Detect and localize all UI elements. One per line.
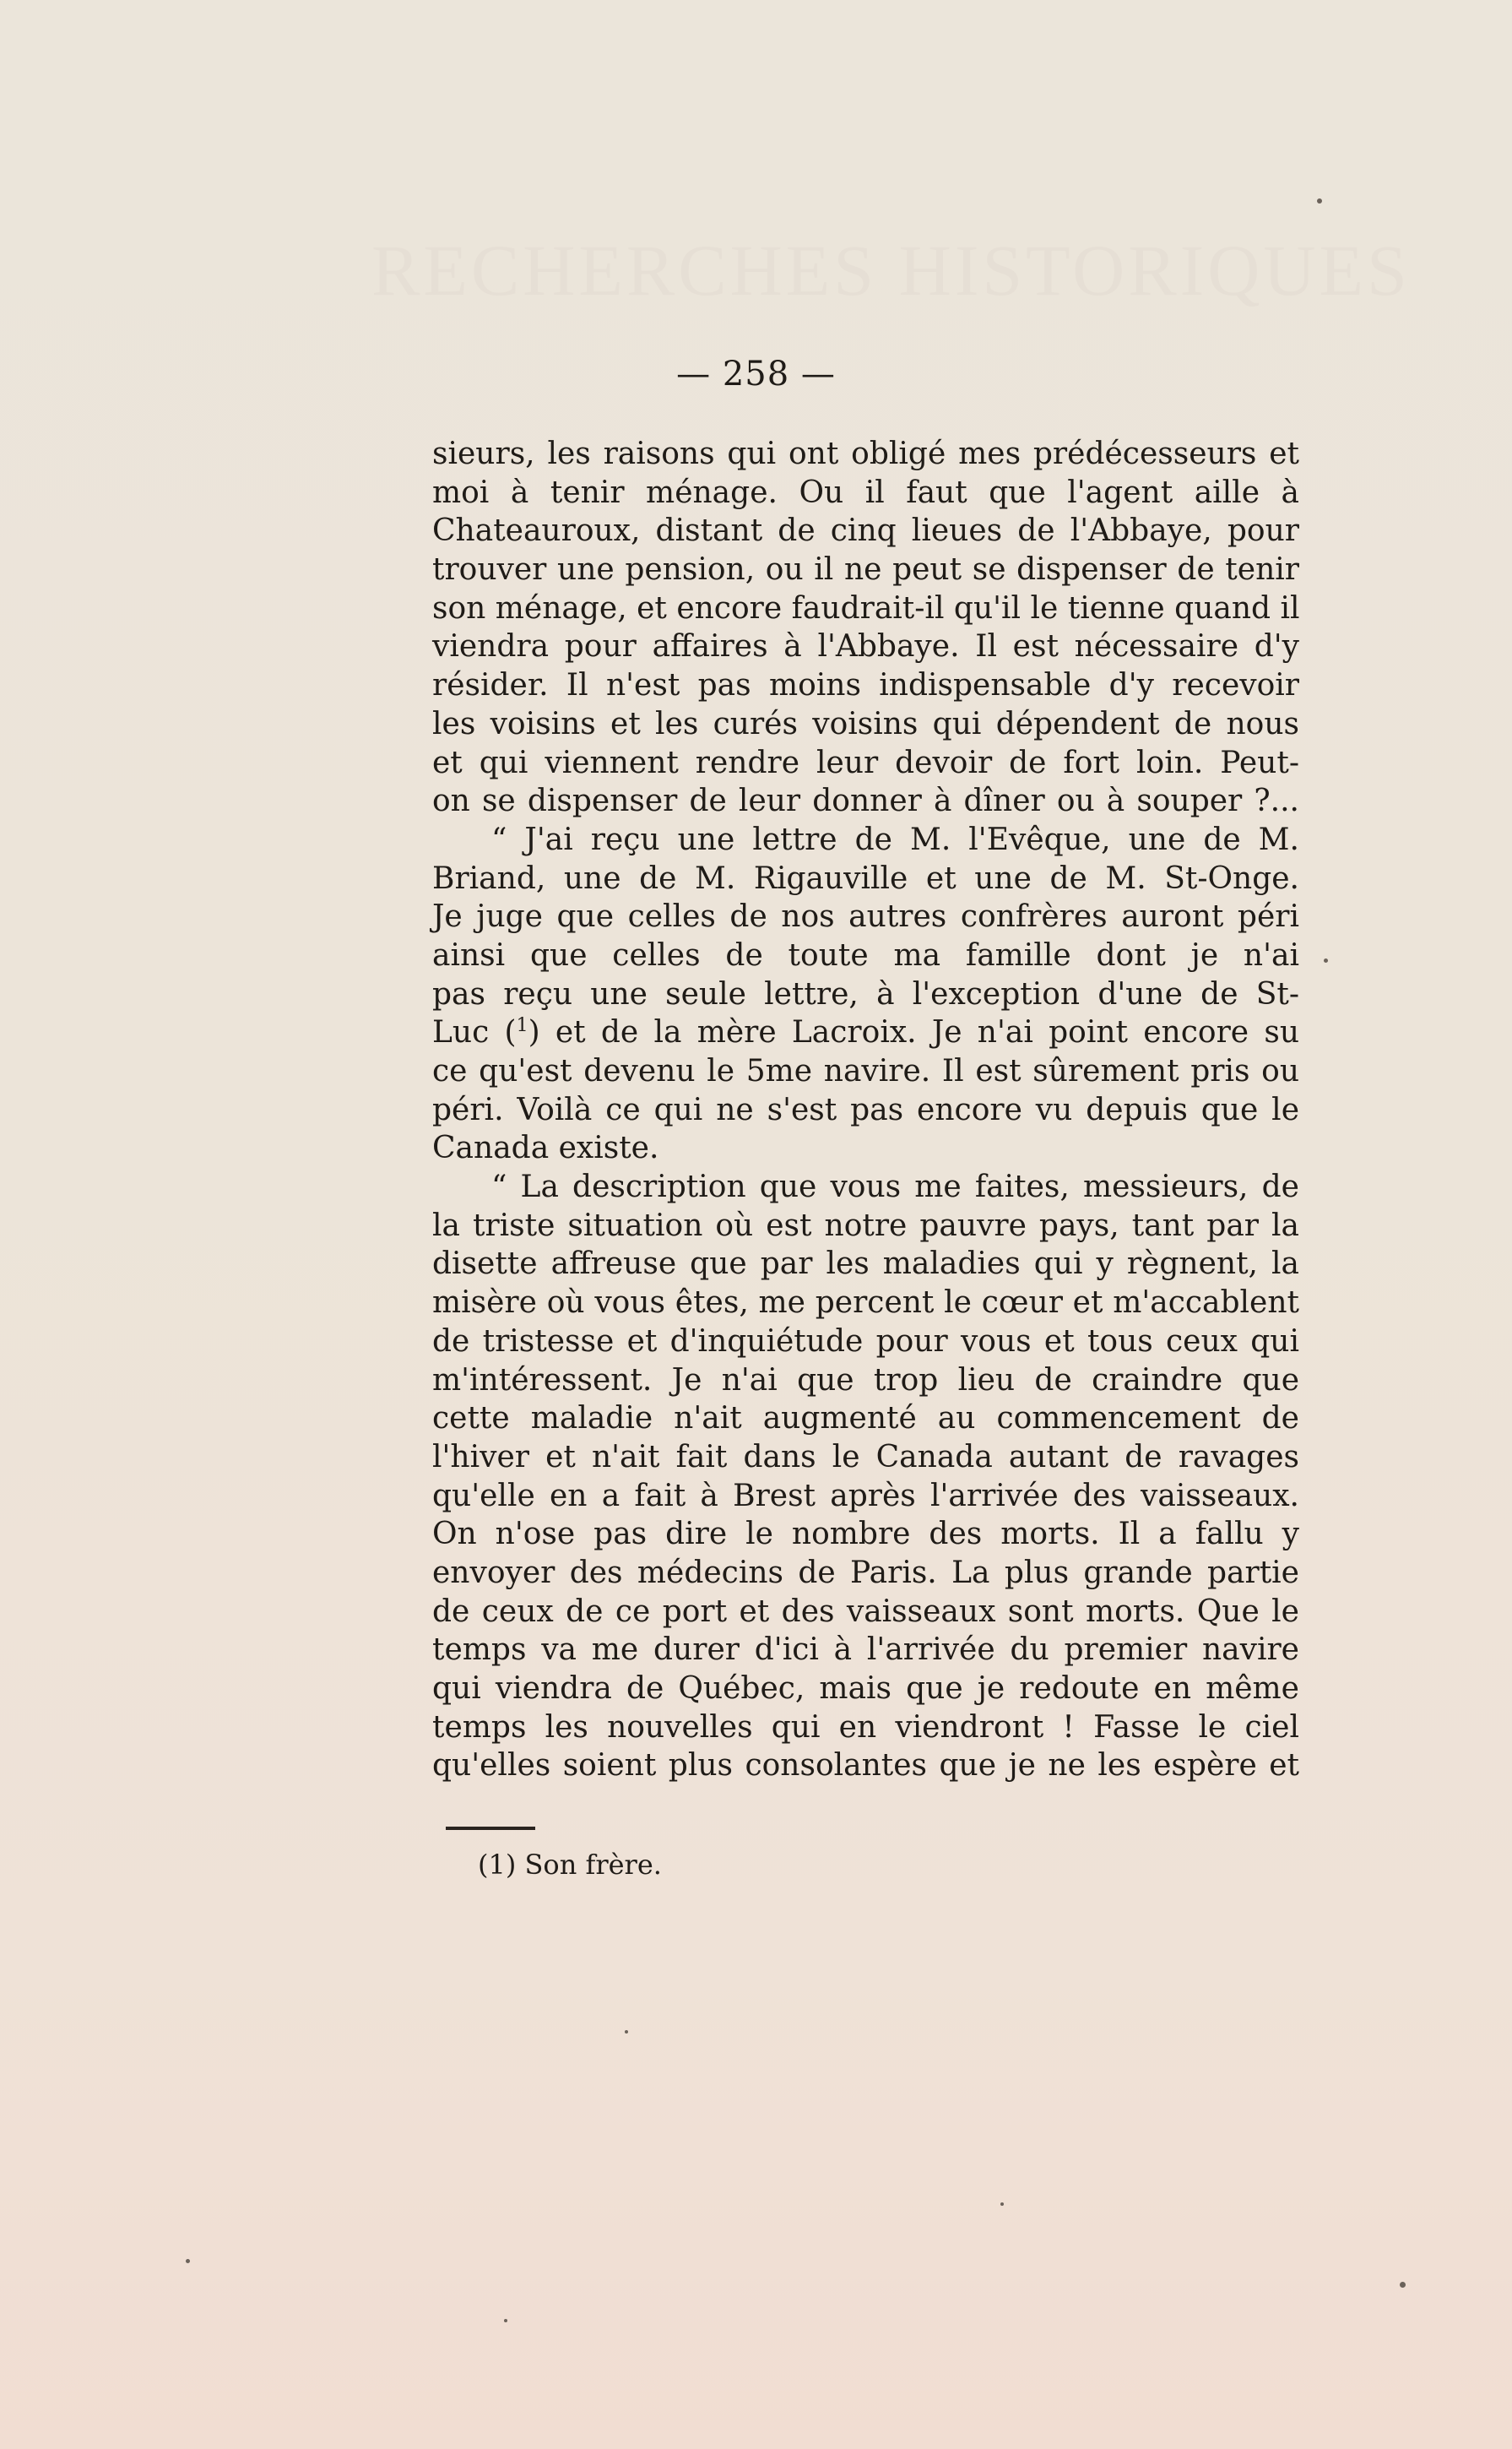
text-line: on se dispenser de leur donner à dîner ou à souper ?... [432, 784, 1299, 819]
text-line: qu'elles soient plus consolantes que je ne les espère et [432, 1748, 1299, 1784]
paper-speck [186, 2259, 190, 2263]
text-line: pas reçu une seule lettre, à l'exception d'une de St- [432, 976, 1299, 1012]
text-line: “ J'ai reçu une lettre de M. l'Evêque, une de M. [491, 822, 1299, 857]
text-line: On n'ose pas dire le nombre des morts. Il a fallu y [432, 1517, 1299, 1552]
text-line: de tristesse et d'inquiétude pour vous et tous ceux qui [432, 1323, 1299, 1359]
paper-speck [1324, 958, 1328, 963]
text-line: Canada existe. [432, 1131, 659, 1166]
text-line: moi à tenir ménage. Ou il faut que l'agent aille à [432, 475, 1299, 510]
footnote: (1) Son frère. [478, 1849, 662, 1881]
text-line: et qui viennent rendre leur devoir de fort loin. Peut- [432, 745, 1299, 780]
text-line: trouver une pension, ou il ne peut se dispenser de tenir [432, 552, 1299, 588]
text-line: ainsi que celles de toute ma famille dont je n'ai [432, 937, 1299, 973]
text-line: ce qu'est devenu le 5me navire. Il est sûrement pris ou [432, 1054, 1299, 1089]
bleed-through-heading: RECHERCHES HISTORIQUES [371, 230, 1411, 311]
text-line: misère où vous êtes, me percent le cœur et m'accablent [432, 1285, 1299, 1321]
paper-speck [1317, 198, 1322, 204]
text-line: les voisins et les curés voisins qui dépendent de nous [432, 706, 1299, 741]
text-fragment: ) et de la mère Lacroix. Je n'ai point encore su [528, 1015, 1300, 1051]
text-line: la triste situation où est notre pauvre pays, tant par la [432, 1208, 1299, 1243]
page-number: — 258 — [676, 355, 836, 394]
text-line: viendra pour affaires à l'Abbaye. Il est nécessaire d'y [432, 629, 1299, 665]
text-line: cette maladie n'ait augmenté au commencement de [432, 1401, 1299, 1436]
text-line: Chateauroux, distant de cinq lieues de l'Abbaye, pour [432, 513, 1299, 549]
text-line: “ La description que vous me faites, messieurs, de [491, 1170, 1299, 1205]
text-line: qu'elle en a fait à Brest après l'arrivée des vaisseaux. [432, 1478, 1299, 1513]
text-line: Je juge que celles de nos autres confrères auront péri [432, 899, 1299, 935]
paper-speck [1000, 2202, 1004, 2206]
footnote-reference: 1 [516, 1015, 528, 1037]
text-line: qui viendra de Québec, mais que je redoute en même [432, 1671, 1299, 1706]
text-fragment: Luc ( [432, 1015, 517, 1051]
footnote-divider [446, 1827, 535, 1830]
text-line: sieurs, les raisons qui ont obligé mes prédécesseurs et [432, 437, 1299, 471]
text-line: Briand, une de M. Rigauville et une de M. St-Onge. [432, 861, 1299, 896]
text-line: disette affreuse que par les maladies qui y règnent, la [432, 1246, 1299, 1282]
paper-speck [1400, 2282, 1406, 2288]
paper-speck [504, 2319, 507, 2322]
text-line: résider. Il n'est pas moins indispensable d'y recevoir [432, 668, 1299, 703]
paper-speck [625, 2030, 628, 2034]
text-line: l'hiver et n'ait fait dans le Canada autant de ravages [432, 1439, 1299, 1474]
text-line: péri. Voilà ce qui ne s'est pas encore vu depuis que le [432, 1092, 1299, 1127]
text-line: m'intéressent. Je n'ai que trop lieu de craindre que [432, 1362, 1299, 1398]
text-line: de ceux de ce port et des vaisseaux sont morts. Que le [432, 1594, 1299, 1629]
text-line: temps va me durer d'ici à l'arrivée du premier navire [432, 1632, 1299, 1668]
text-line: son ménage, et encore faudrait-il qu'il le tienne quand il [432, 590, 1300, 626]
text-line-with-footnote-ref [432, 1013, 1299, 1052]
text-line: temps les nouvelles qui en viendront ! Fasse le ciel [432, 1709, 1299, 1745]
body-text [432, 435, 1299, 1785]
text-line: envoyer des médecins de Paris. La plus grande partie [432, 1555, 1299, 1590]
